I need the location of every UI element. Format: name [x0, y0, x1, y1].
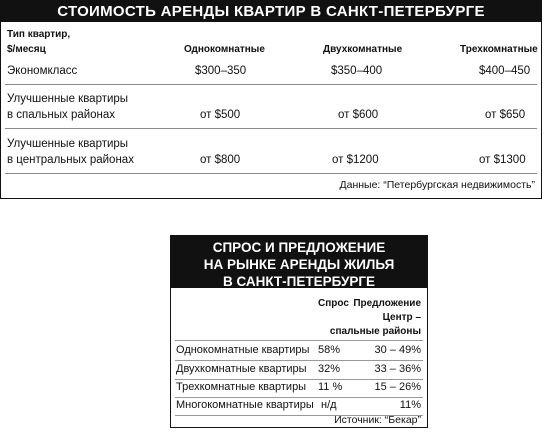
demand-title-line3: В САНКТ-ПЕТЕРБУРГЕ: [222, 274, 376, 289]
supply-three-room: 15 – 26%: [374, 381, 421, 393]
cell-economy-two-room: $350–400: [331, 65, 383, 77]
cell-residential-three-room: от $650: [485, 109, 526, 121]
row-divider: [175, 340, 423, 341]
row-divider: [175, 397, 423, 398]
demand-supply-table: [170, 235, 428, 428]
demand-title-line1: СПРОС И ПРЕДЛОЖЕНИЕ: [212, 240, 386, 255]
row-label-improved-residential-line2: в спальных районах: [7, 109, 116, 121]
demand-three-room: 11 %: [318, 381, 343, 393]
cell-residential-one-room: от $500: [200, 109, 241, 121]
column-header-one-room: Однокомнатные: [184, 44, 265, 55]
supply-multi-room: 11%: [399, 399, 421, 411]
row-label-two-room: Двухкомнатные квартиры: [176, 363, 307, 375]
rent-table-source: Данные: “Петербургская недвижимость”: [339, 179, 535, 191]
row-divider: [5, 128, 537, 129]
supply-two-room: 33 – 36%: [374, 363, 421, 375]
column-header-demand: Спрос: [318, 298, 349, 309]
demand-table-source: Источник: “Бекар”: [334, 414, 421, 426]
corner-label-line2: $/месяц: [7, 44, 46, 55]
demand-title-line2: НА РЫНКЕ АРЕНДЫ ЖИЛЬЯ: [203, 257, 395, 272]
rent-cost-table: [0, 0, 542, 199]
cell-central-two-room: от $1200: [332, 154, 379, 166]
demand-multi-room: н/д: [321, 399, 337, 411]
column-header-supply-line2: Центр –: [382, 312, 421, 323]
column-header-supply-line3: спальные районы: [329, 326, 421, 337]
row-divider: [175, 379, 423, 380]
row-label-one-room: Однокомнатные квартиры: [176, 344, 310, 356]
cell-economy-one-room: $300–350: [195, 65, 247, 77]
row-label-economy: Экономкласс: [7, 65, 78, 77]
row-label-three-room: Трехкомнатные квартиры: [176, 381, 307, 393]
cell-central-one-room: от $800: [200, 154, 241, 166]
demand-table-title: [171, 236, 427, 288]
column-header-three-room: Трехкомнатные: [460, 44, 538, 55]
row-divider: [5, 84, 537, 85]
row-label-improved-residential-line1: Улучшенные квартиры: [7, 93, 129, 105]
supply-one-room: 30 – 49%: [374, 344, 421, 356]
rent-table-title: СТОИМОСТЬ АРЕНДЫ КВАРТИР В САНКТ-ПЕТЕРБУРГЕ: [1, 1, 541, 22]
column-header-two-room: Двухкомнатные: [323, 44, 403, 55]
cell-economy-three-room: $400–450: [479, 65, 531, 77]
cell-residential-two-room: от $600: [338, 109, 379, 121]
row-divider: [5, 173, 537, 174]
row-divider: [175, 360, 423, 361]
row-label-improved-central-line2: в центральных районах: [7, 154, 134, 166]
column-header-supply-line1: Предложение: [353, 298, 421, 309]
corner-label-line1: Тип квартир,: [7, 29, 71, 40]
demand-two-room: 32%: [318, 363, 341, 375]
demand-one-room: 58%: [318, 344, 341, 356]
row-label-improved-central-line1: Улучшенные квартиры: [7, 138, 129, 150]
cell-central-three-room: от $1300: [479, 154, 526, 166]
row-label-multi-room: Многокомнатные квартиры: [176, 399, 314, 411]
